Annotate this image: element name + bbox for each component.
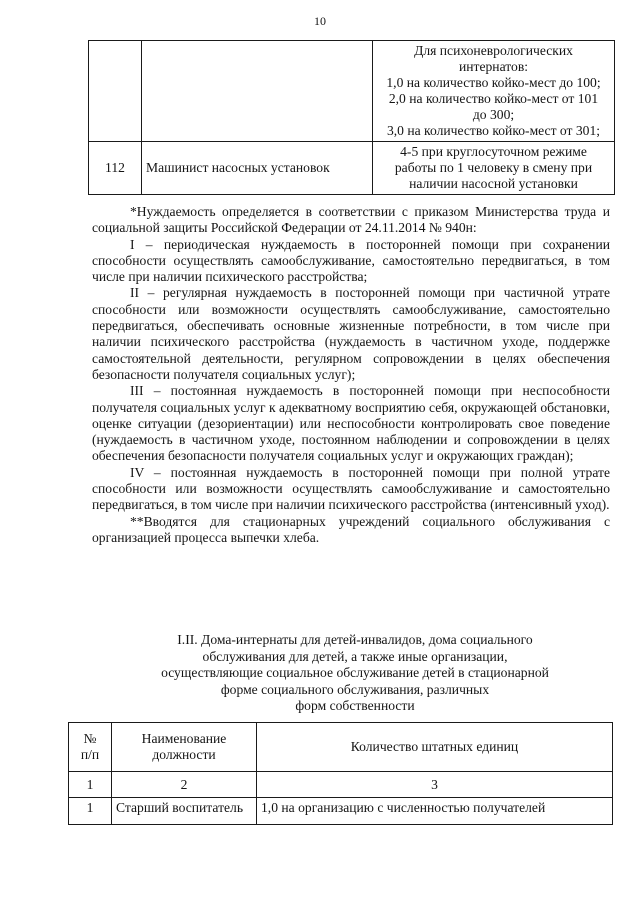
table-row (89, 142, 615, 195)
position-name-cell (142, 41, 373, 142)
section-title-line: обслуживания для детей, а также иные организации, (202, 648, 508, 664)
staff-table-continued (88, 40, 615, 195)
header-position (112, 723, 257, 772)
staff-count-line: 2,0 на количество койко-мест от 101 (388, 91, 599, 106)
staff-count-line: наличии насосной установки (409, 176, 578, 191)
header-staff-count: Количество штатных единиц (257, 723, 613, 772)
section-title-line: I.II. Дома-интернаты для детей-инвалидов, дома социального (177, 632, 533, 647)
need-level-1: I – периодическая нуждаемость в посторонней помощи при сохранении способности осуществлять самообслуживание, самостоятельно передвигаться, в том числе при наличии психического расстройства; (92, 236, 610, 285)
need-level-3: III – постоянная нуждаемость в посторонней помощи при неспособности получателя социальных услуг к адекватному восприятию себя, окружающей обстановки, оценке ситуации (дезориентации) или неспособности контролировать свое поведение (нуждаемость в частичном уходе, постоянном наблюдении и сопровождении в целях обеспечения безопасности получателя социальных услуг и окружающих граждан); (92, 383, 610, 464)
header-position-line: Наименование (141, 731, 227, 746)
header-number (69, 723, 112, 772)
need-level-4: IV – постоянная нуждаемость в посторонней помощи при полной утрате способности или возможности осуществлять самообслуживание и самостоятельно передвигаться, в том числе при наличии психического расстройства (интенсивный уход). (92, 464, 610, 513)
row-number-cell (89, 41, 142, 142)
table-row (89, 41, 615, 142)
column-index: 2 (112, 772, 257, 798)
table-header-row (69, 723, 613, 772)
staff-count-cell (373, 142, 615, 195)
staff-count-line: работы по 1 человеку в смену при (394, 160, 593, 175)
staff-count-cell: 1,0 на организацию с численностью получателей (257, 798, 613, 825)
column-index: 3 (257, 772, 613, 798)
need-level-2: II – регулярная нуждаемость в посторонней помощи при частичной утрате способности или возможности осуществлять самообслуживание, самостоятельно передвигаться, обеспечивать основные жизненные потребности, в том числе при наличии психического расстройства (нуждаемость в частичном уходе, поддержке самостоятельной деятельности, регулярном сопровождении в целях обеспечения безопасности получателя социальных услуг); (92, 285, 610, 382)
footnotes (92, 204, 610, 546)
footnote-bakery: **Вводятся для стационарных учреждений социального обслуживания с организацией процесса выпечки хлеба. (92, 513, 610, 545)
row-number-cell: 112 (89, 142, 142, 195)
children-homes-staff-table (68, 722, 613, 825)
footnote-intro: *Нуждаемость определяется в соответствии с приказом Министерства труда и социальной защиты Российской Федерации от 24.11.2014 № 940н: (92, 204, 610, 236)
page-number: 10 (314, 14, 326, 28)
position-name-cell: Старший воспитатель (112, 798, 257, 825)
header-number-line: № (83, 731, 97, 746)
header-number-line: п/п (80, 747, 100, 762)
staff-count-line: 1,0 на количество койко-мест до 100; (386, 75, 601, 90)
row-number-cell: 1 (69, 798, 112, 825)
staff-count-line: интернатов: (458, 59, 529, 74)
table-row (69, 798, 613, 825)
position-name-cell: Машинист насосных установок (142, 142, 373, 195)
header-position-line: должности (152, 747, 216, 762)
staff-count-cell (373, 41, 615, 142)
section-title (140, 632, 570, 715)
section-title-line: осуществляющие социальное обслуживание детей в стационарной (161, 665, 549, 680)
section-title-line: форме социального обслуживания, различных (220, 681, 490, 697)
staff-count-line: 3,0 на количество койко-мест от 301; (386, 123, 601, 138)
section-title-line: форм собственности (295, 698, 415, 713)
column-index: 1 (69, 772, 112, 798)
staff-count-line: 4-5 при круглосуточном режиме (400, 144, 587, 159)
staff-count-line: Для психоневрологических (414, 43, 573, 58)
staff-count-line: до 300; (472, 107, 515, 122)
column-index-row (69, 772, 613, 798)
